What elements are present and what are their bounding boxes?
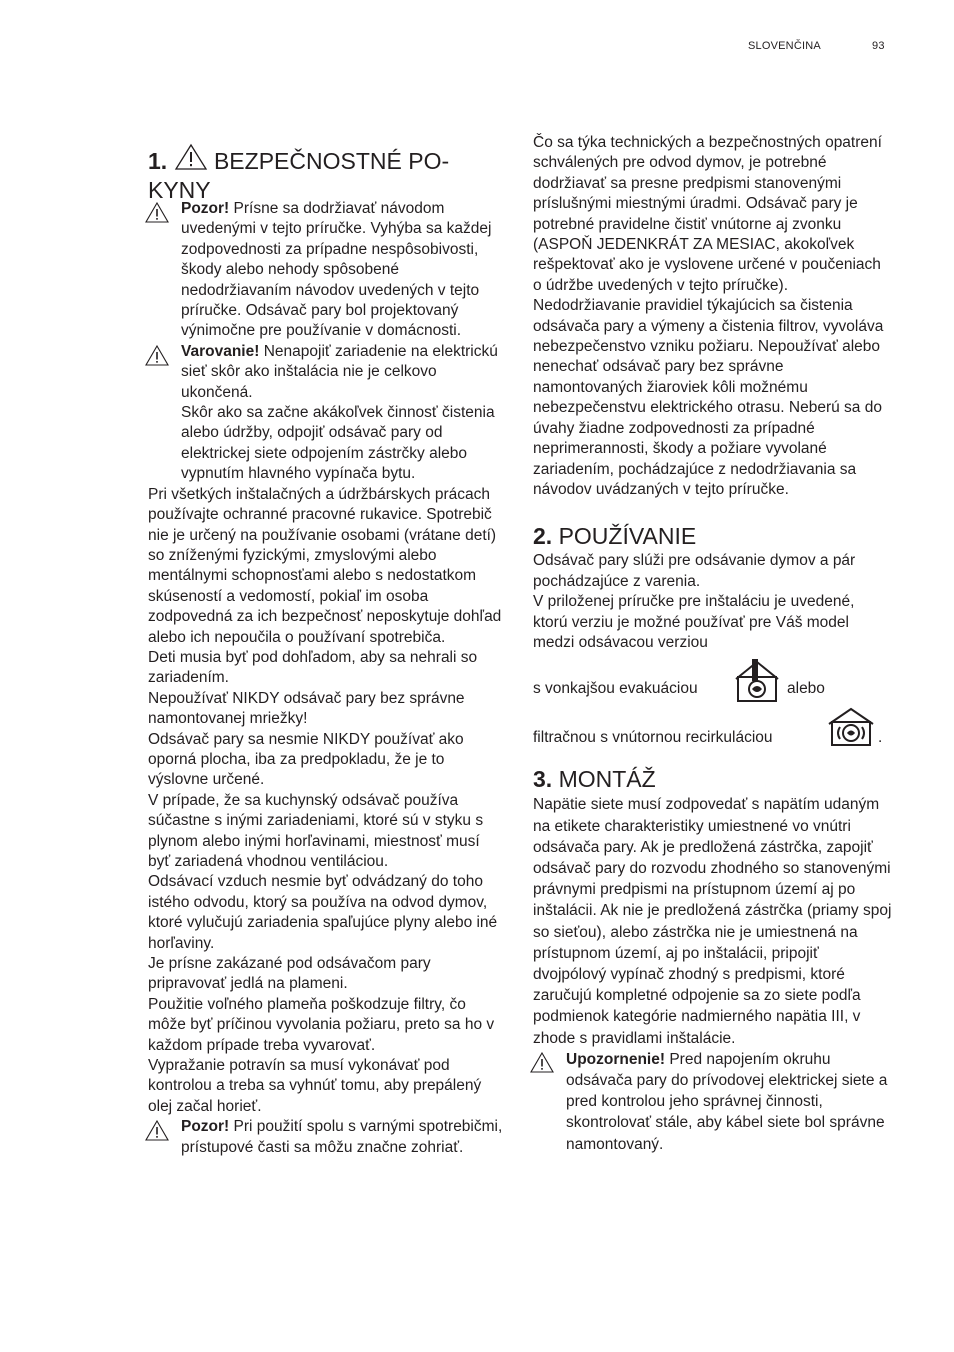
extraction-text: s vonkajšou evakuáciou: [533, 680, 698, 698]
period: .: [878, 729, 883, 747]
section1-title-line1: BEZPEČNOSTNÉ PO-: [213, 148, 450, 174]
safety-paragraph: V prípade, že sa kuchynský odsávač používa súčastne s inými zariadeniami, ktoré sú v styku s plynom alebo inými horľavinami, miestnosť musí byť zariadená vhodnou ventiláciou.: [148, 791, 484, 870]
warning-text: Pri použití spolu s varnými spotrebičmi, prístupové časti sa môžu značne zohriať.: [181, 1118, 503, 1156]
warning-block-2: [148, 342, 503, 485]
warning-label: Pozor!: [181, 200, 230, 217]
warning-text: Nenapojiť zariadenie na elektrickú sieť skôr ako inštalácia nie je celkovo ukončená.: [181, 342, 498, 401]
warning-triangle-icon: [145, 345, 169, 366]
warning-text: Prísne sa dodržiavať návodom uvedenými v tejto príručke. Vyhýba sa každej zodpovednosti za prípadne nespôsobivosti, škody alebo nehody spôsobené nedodržiavaním návodov uvedených v tejto príručke. Odsávač pary bol projektovaný výnimočne pre používanie v domácnosti.: [181, 200, 492, 340]
section1-title-line2: KYNY: [148, 177, 211, 203]
warning-label: Varovanie!: [181, 342, 260, 360]
maintenance-paragraph: Nedodržiavanie pravidiel týkajúcich sa čistenia odsávača pary a výmeny a čistenia filtrov, vyvoláva nebezpečenstvo vzniku požiaru. Nepoužívať alebo nenechať odsávač pary bez správne namontovaných žiaroviek kôli možnému nebezpečenstvu elektrického otrasu. Neberú sa do úvahy žiadne zodpovednosti za prípadné neprimerannosti, škody a požiare vyvolané zariadením, pochádzajúce z nedodržiavania sa návodov uvádzaných v tejto príručke.: [533, 297, 884, 498]
section3-title: MONTÁŽ: [558, 766, 656, 793]
filter-text: filtračnou s vnútornou recirkuláciou: [533, 729, 773, 747]
section1-heading: [148, 143, 498, 205]
section2-title: POUŽÍVANIE: [558, 523, 697, 550]
right-column: [533, 133, 893, 1155]
warning-block-4: [533, 1049, 893, 1155]
section2-heading: [533, 522, 893, 551]
safety-paragraph: Použitie voľného plameňa poškodzuje filtry, čo môže byť príčinou vyvolania požiaru, preto sa ho v každom prípade treba vyvarovať.: [148, 995, 495, 1054]
warning-block-3: [148, 1117, 503, 1158]
section1-number: 1.: [148, 148, 168, 174]
or-text: alebo: [787, 680, 825, 698]
house-extraction-icon: [732, 659, 782, 703]
safety-paragraph: Odsávací vzduch nesmie byť odvádzaný do toho istého odvodu, ktorý sa používa na odvod dymov, ktoré vylučujú zariadenia spaľujúce plyny alebo iné horľaviny.: [148, 873, 498, 952]
page-number: 93: [872, 40, 885, 52]
left-column: [148, 199, 503, 1158]
warning-block-1: [148, 199, 503, 342]
house-recirculation-icon: [826, 707, 876, 747]
warning-label: Pozor!: [181, 1118, 230, 1136]
warning-text-continued: Skôr ako sa začne akákoľvek činnosť čistenia alebo údržby, odpojiť odsávač pary od elektrickej siete odpojením zástrčky alebo vypnutím hlavného vypínača bytu.: [181, 404, 495, 483]
warning-triangle-icon: [145, 1120, 169, 1141]
warning-triangle-icon: [530, 1052, 554, 1073]
safety-paragraph: Pri všetkých inštalačných a údržbárskych prácach používajte ochranné pracovné rukavice. Spotrebič nie je určený na používanie osobami (vrátane detí) so zníženými fyzickými, zmyslovými alebo mentálnymi schopnosťami alebo s nedostatkom skúseností a vedomostí, pokiaľ im osoba zodpovedná za ich bezpečnosť neposkytuje dohľad alebo ich nepoučila o používaní spotrebiča.: [148, 485, 502, 646]
warning-triangle-icon: [174, 143, 208, 171]
usage-paragraph: V priloženej príručke pre inštaláciu je uvedené, ktorú verziu je možné používať pre Váš model medzi odsávacou verziou: [533, 593, 855, 651]
section3-number: 3.: [533, 766, 553, 793]
warning-text: Pred napojením okruhu odsávača pary do prívodovej elektrickej siete a pred kontrolou jeho správnej činnosti, skontrolovať stále, aby kábel siete bol správne namontovaný.: [566, 1050, 888, 1153]
installation-paragraph: Napätie siete musí zodpovedať s napätím udaným na etikete charakteristiky umiestnené vo vnútri odsávača pary. Ak je predložená zástrčka, zapojiť odsávač pary do rozvodu zhodného so stanovenými právnymi predpismi na prístupnom území aj po inštalácii. Ak nie je predložená zástrčka (priamy spoj so sieťou), alebo zástrčka nie je umiestnená na prístupnom území, aj po inštalácii, pripojiť dvojpólový vypínač zhodný s predpismi, ktoré zaručujú kompletné odpojenie sa zo siete podľa podmienok kategórie nadmierného napätia III, v zhode s pravidlami inštalácie.: [533, 796, 892, 1047]
safety-paragraph: Vypražanie potravín sa musí vykonávať pod kontrolou a treba sa vyhnúť tomu, aby prepálený olej začal horieť.: [148, 1057, 482, 1115]
section2-number: 2.: [533, 523, 553, 550]
language-label: SLOVENČINA: [748, 40, 821, 52]
extraction-option: [533, 653, 893, 705]
safety-paragraph: Deti musia byť pod dohľadom, aby sa nehrali so zariadením.: [148, 648, 478, 687]
warning-label: Upozornenie!: [566, 1050, 666, 1068]
maintenance-paragraph: Čo sa týka technických a bezpečnostných opatrení schválených pre odvod dymov, je potrebné dodržiavať sa presne predpismi stanovenými príslušnými miestnými úradmi. Odsávač pary je potrebné pravidelne čistiť vnútorne aj zvonku (ASPOŇ JEDENKRÁT ZA MESIAC, akokoľvek rešpektovať ako je vyslovene určené v poučeniach o údržbe uvedených v tejto príručke).: [533, 134, 882, 294]
safety-paragraph: Odsávač pary sa nesmie NIKDY používať ako oporná plocha, iba za predpokladu, že je to výslovne určené.: [148, 730, 464, 789]
filter-option: [533, 705, 893, 753]
safety-paragraph: Je prísne zakázané pod odsávačom pary pripravovať jedlá na plameni.: [148, 955, 431, 993]
warning-triangle-icon: [145, 202, 169, 223]
usage-paragraph: Odsávač pary slúži pre odsávanie dymov a pár pochádzajúce z varenia.: [533, 552, 856, 590]
safety-paragraph: Nepoužívať NIKDY odsávač pary bez správne namontovanej mriežky!: [148, 689, 465, 728]
section3-heading: [533, 765, 893, 794]
